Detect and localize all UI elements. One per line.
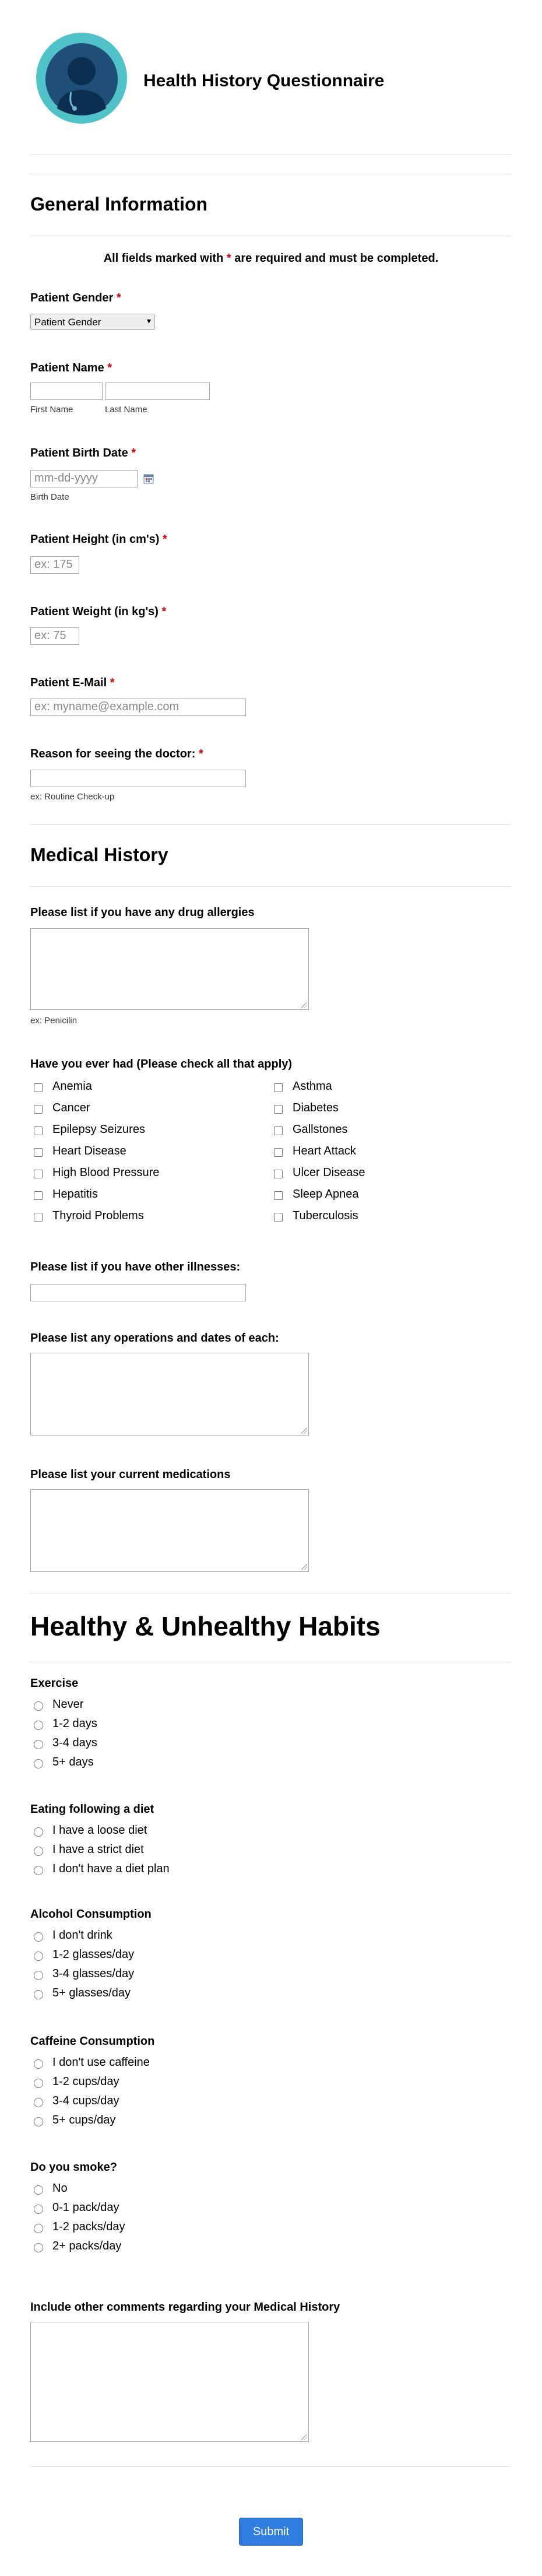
chevron-down-icon: ▾ <box>146 316 151 325</box>
first-name-sublabel: First Name <box>30 405 73 415</box>
birth-label <box>30 447 136 460</box>
operations-textarea[interactable] <box>30 1353 309 1436</box>
weight-label <box>30 605 166 619</box>
exercise-option-label: 5+ days <box>52 1756 94 1768</box>
condition-checkbox[interactable] <box>274 1126 283 1135</box>
caffeine-option-label: 1-2 cups/day <box>52 2075 119 2088</box>
required-star: * <box>163 533 167 546</box>
smoke-option-label: 2+ packs/day <box>52 2240 122 2252</box>
diet-option-label: I have a loose diet <box>52 1824 147 1837</box>
condition-label: Gallstones <box>293 1123 348 1136</box>
birth-date-input[interactable]: mm-dd-yyyy <box>30 470 138 487</box>
allergies-textarea[interactable] <box>30 928 309 1010</box>
resize-handle-icon[interactable] <box>301 2434 307 2440</box>
alcohol-option-label: 5+ glasses/day <box>52 1987 131 1999</box>
birth-date-sublabel: Birth Date <box>30 492 69 502</box>
doctor-avatar-icon <box>36 33 127 124</box>
diet-label: Eating following a diet <box>30 1803 154 1816</box>
alcohol-radio[interactable] <box>34 1990 43 1999</box>
required-note-pre: All fields marked with <box>103 252 224 265</box>
caffeine-option-label: I don't use caffeine <box>52 2056 150 2069</box>
resize-handle-icon[interactable] <box>301 1002 307 1008</box>
gender-label <box>30 292 121 305</box>
divider <box>30 154 511 155</box>
divider <box>30 824 511 825</box>
condition-checkbox[interactable] <box>274 1191 283 1200</box>
condition-checkbox[interactable] <box>34 1105 43 1114</box>
required-star: * <box>226 252 231 265</box>
reason-label-text: Reason for seeing the doctor: <box>30 747 196 760</box>
condition-label: Ulcer Disease <box>293 1166 365 1179</box>
diet-radio[interactable] <box>34 1827 43 1837</box>
exercise-radio[interactable] <box>34 1701 43 1711</box>
exercise-label: Exercise <box>30 1677 79 1690</box>
diet-radio[interactable] <box>34 1847 43 1856</box>
alcohol-label: Alcohol Consumption <box>30 1908 152 1921</box>
condition-checkbox[interactable] <box>274 1148 283 1157</box>
smoke-option-label: 0-1 pack/day <box>52 2201 119 2214</box>
submit-button[interactable] <box>239 2518 303 2546</box>
caffeine-radio[interactable] <box>34 2117 43 2126</box>
exercise-radio[interactable] <box>34 1740 43 1749</box>
height-input[interactable]: ex: 175 <box>30 556 79 574</box>
caffeine-radio[interactable] <box>34 2079 43 2088</box>
condition-checkbox[interactable] <box>34 1083 43 1092</box>
divider <box>30 1593 511 1594</box>
caffeine-option-label: 3-4 cups/day <box>52 2094 119 2107</box>
weight-input[interactable]: ex: 75 <box>30 627 79 645</box>
required-star: * <box>107 362 112 374</box>
condition-checkbox[interactable] <box>34 1126 43 1135</box>
exercise-option-label: 3-4 days <box>52 1736 97 1749</box>
section-title-medical: Medical History <box>30 844 168 865</box>
alcohol-option-label: 3-4 glasses/day <box>52 1967 135 1980</box>
exercise-radio[interactable] <box>34 1759 43 1768</box>
required-star: * <box>116 292 121 304</box>
alcohol-option-label: 1-2 glasses/day <box>52 1948 135 1961</box>
height-label-text: Patient Height (in cm's) <box>30 533 160 546</box>
condition-checkbox[interactable] <box>34 1170 43 1178</box>
alcohol-radio[interactable] <box>34 1971 43 1980</box>
condition-label: Cancer <box>52 1101 90 1114</box>
required-note-post: are required and must be completed. <box>234 252 439 265</box>
condition-label: Heart Attack <box>293 1145 356 1157</box>
conditions-label: Have you ever had (Please check all that apply) <box>30 1058 293 1071</box>
condition-label: High Blood Pressure <box>52 1166 160 1179</box>
reason-label <box>30 747 203 761</box>
exercise-option-label: Never <box>52 1698 84 1711</box>
weight-label-text: Patient Weight (in kg's) <box>30 605 159 618</box>
alcohol-radio[interactable] <box>34 1952 43 1961</box>
height-label <box>30 533 167 546</box>
condition-checkbox[interactable] <box>34 1191 43 1200</box>
email-input[interactable]: ex: myname@example.com <box>30 699 246 716</box>
diet-radio[interactable] <box>34 1866 43 1875</box>
submit-label: Submit <box>252 2525 290 2538</box>
smoke-radio[interactable] <box>34 2243 43 2252</box>
diet-option-label: I have a strict diet <box>52 1843 144 1856</box>
last-name-sublabel: Last Name <box>105 405 147 415</box>
resize-handle-icon[interactable] <box>301 1428 307 1434</box>
required-star: * <box>131 447 136 459</box>
condition-label: Hepatitis <box>52 1188 98 1201</box>
condition-checkbox[interactable] <box>274 1083 283 1092</box>
gender-select[interactable] <box>30 314 155 330</box>
gender-label-text: Patient Gender <box>30 292 114 304</box>
medications-label: Please list your current medications <box>30 1468 231 1481</box>
condition-checkbox[interactable] <box>34 1148 43 1157</box>
smoke-radio[interactable] <box>34 2205 43 2214</box>
section-title-habits: Healthy & Unhealthy Habits <box>30 1611 381 1641</box>
condition-label: Tuberculosis <box>293 1209 358 1222</box>
smoke-option-label: No <box>52 2182 68 2195</box>
exercise-option-label: 1-2 days <box>52 1717 97 1730</box>
page-title: Health History Questionnaire <box>143 71 385 90</box>
email-label-text: Patient E-Mail <box>30 676 107 689</box>
calendar-icon[interactable] <box>143 473 154 484</box>
name-label-text: Patient Name <box>30 362 104 374</box>
diet-option-label: I don't have a diet plan <box>52 1862 170 1875</box>
reason-input[interactable] <box>30 770 246 787</box>
condition-label: Asthma <box>293 1080 332 1093</box>
smoke-label: Do you smoke? <box>30 2161 117 2174</box>
divider <box>30 886 511 887</box>
smoke-option-label: 1-2 packs/day <box>52 2220 125 2233</box>
caffeine-radio[interactable] <box>34 2059 43 2069</box>
allergies-label: Please list if you have any drug allergies <box>30 906 255 919</box>
caffeine-label: Caffeine Consumption <box>30 2035 155 2048</box>
alcohol-option-label: I don't drink <box>52 1929 112 1942</box>
alcohol-radio[interactable] <box>34 1932 43 1942</box>
condition-label: Anemia <box>52 1080 92 1093</box>
birth-label-text: Patient Birth Date <box>30 447 128 459</box>
condition-checkbox[interactable] <box>34 1213 43 1222</box>
smoke-radio[interactable] <box>34 2224 43 2233</box>
gender-select-value: Patient Gender <box>34 317 101 328</box>
first-name-input[interactable] <box>30 382 103 400</box>
condition-label: Epilepsy Seizures <box>52 1123 145 1136</box>
divider <box>30 2466 511 2467</box>
operations-label: Please list any operations and dates of each: <box>30 1332 279 1345</box>
condition-label: Heart Disease <box>52 1145 126 1157</box>
other-illnesses-input[interactable] <box>30 1284 246 1301</box>
email-label <box>30 676 115 690</box>
medications-textarea[interactable] <box>30 1489 309 1572</box>
allergies-sublabel: ex: Penicilin <box>30 1016 78 1026</box>
reason-sublabel: ex: Routine Check-up <box>30 792 115 802</box>
condition-label: Diabetes <box>293 1101 339 1114</box>
smoke-radio[interactable] <box>34 2185 43 2195</box>
condition-checkbox[interactable] <box>274 1213 283 1222</box>
last-name-input[interactable] <box>105 382 210 400</box>
condition-label: Thyroid Problems <box>52 1209 144 1222</box>
resize-handle-icon[interactable] <box>301 1564 307 1570</box>
logo <box>36 33 127 124</box>
comments-textarea[interactable] <box>30 2322 309 2442</box>
required-star: * <box>110 676 115 689</box>
condition-checkbox[interactable] <box>274 1170 283 1178</box>
other-illnesses-label: Please list if you have other illnesses: <box>30 1261 241 1273</box>
name-label <box>30 362 112 375</box>
exercise-radio[interactable] <box>34 1721 43 1730</box>
required-note <box>0 252 542 265</box>
condition-checkbox[interactable] <box>274 1105 283 1114</box>
section-title-general: General Information <box>30 194 208 215</box>
required-star: * <box>161 605 167 618</box>
comments-label: Include other comments regarding your Medical History <box>30 2301 340 2314</box>
condition-label: Sleep Apnea <box>293 1188 359 1201</box>
required-star: * <box>198 747 203 760</box>
caffeine-option-label: 5+ cups/day <box>52 2114 116 2126</box>
caffeine-radio[interactable] <box>34 2098 43 2107</box>
